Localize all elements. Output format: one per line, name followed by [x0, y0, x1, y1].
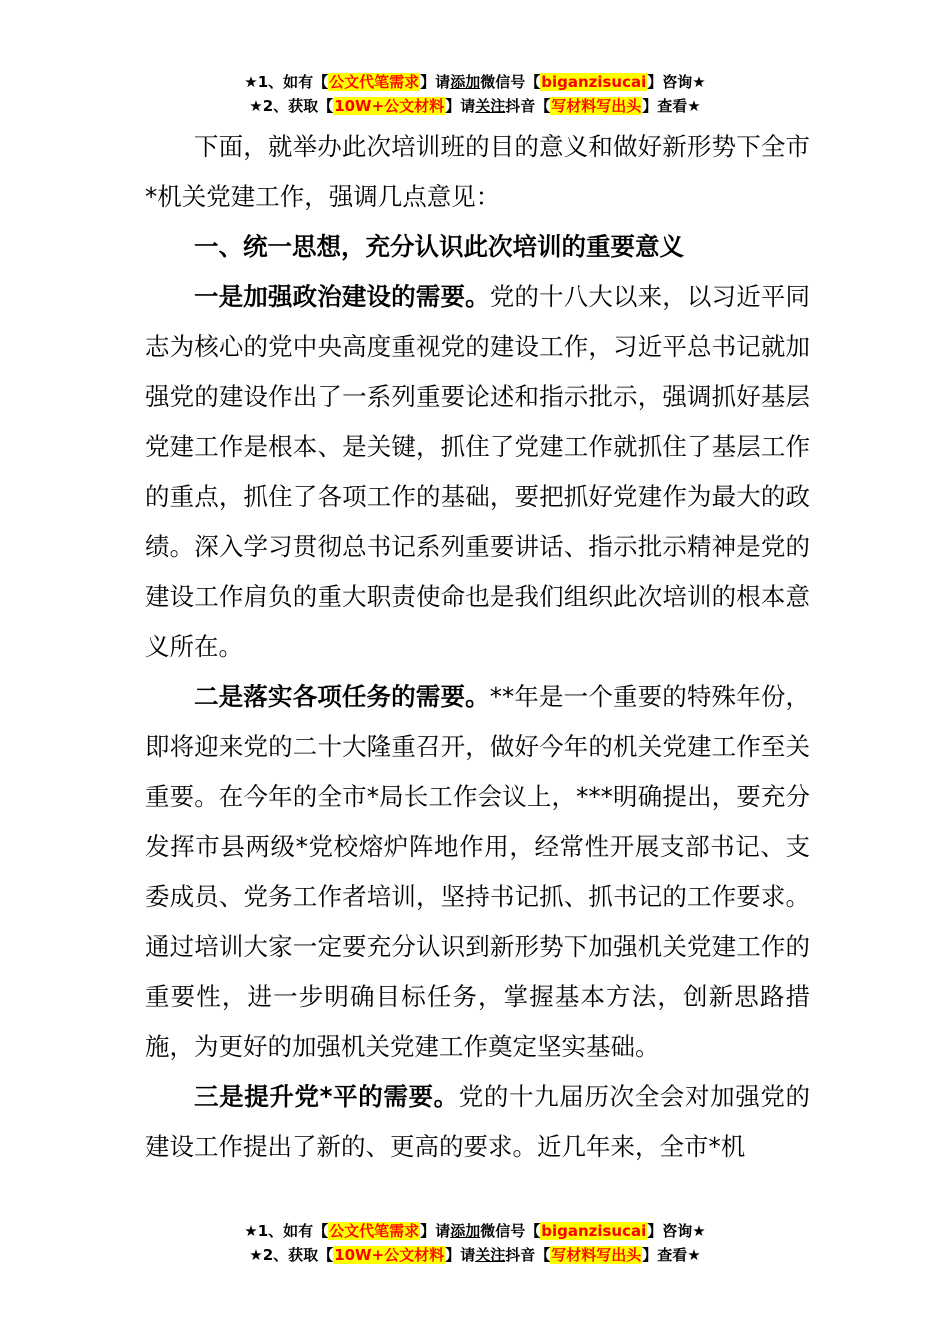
paragraph-improve-level [145, 1072, 810, 1172]
promo-text: 】请 [420, 73, 451, 91]
promo-highlight: 公文代笔需求 [329, 73, 420, 91]
paragraph-implement-tasks [145, 672, 810, 1072]
document-body [145, 122, 810, 1172]
promo-text: 微信号【 [480, 1222, 541, 1240]
paragraph-lead: 三是提升党*平的需要。 [194, 1082, 459, 1111]
promo-text: 抖音【 [505, 97, 551, 115]
promo-text: ★1、如有【 [244, 1222, 329, 1240]
promo-text: ★2、获取【 [249, 1246, 334, 1264]
promo-text: ★2、获取【 [249, 97, 334, 115]
promo-underlined: 添加 [450, 1222, 481, 1240]
intro-paragraph: 下面，就举办此次培训班的目的意义和做好新形势下全市*机关党建工作，强调几点意见： [145, 132, 810, 211]
promo-text: ★1、如有【 [244, 73, 329, 91]
promo-highlight: 10W+公文材料 [334, 1246, 445, 1264]
promo-highlight: 公文代笔需求 [329, 1222, 420, 1240]
promo-text: 微信号【 [480, 73, 541, 91]
promo-line-1 [0, 1219, 950, 1243]
promo-underlined: 关注 [475, 1246, 506, 1264]
promo-line-2 [0, 94, 950, 118]
promo-highlight: 10W+公文材料 [334, 97, 445, 115]
paragraph-lead: 二是落实各项任务的需要。 [194, 682, 490, 711]
paragraph-lead: 一是加强政治建设的需要。 [194, 282, 490, 311]
promo-douyin-id: 写材料写出头 [551, 1246, 642, 1264]
promo-line-1 [0, 70, 950, 94]
promo-text: 】查看★ [642, 97, 701, 115]
promo-wechat-id: biganzisucai [541, 73, 647, 91]
paragraph-body: 党的十九届历次全会对加强党的建设工作提出了新的、更高的要求。近几年来，全市*机 [145, 1082, 811, 1161]
promo-underlined: 添加 [450, 73, 481, 91]
section-heading: 一、统一思想，充分认识此次培训的重要意义 [194, 232, 684, 261]
promo-banner-top [0, 70, 950, 118]
promo-text: 】请 [445, 1246, 476, 1264]
promo-text: 】请 [420, 1222, 451, 1240]
promo-underlined: 关注 [475, 97, 506, 115]
promo-text: 】咨询★ [647, 73, 706, 91]
promo-line-2 [0, 1243, 950, 1267]
paragraph-body: 党的十八大以来，以习近平同志为核心的党中央高度重视党的建设工作，习近平总书记就加强党的建设作出了一系列重要论述和指示批示，强调抓好基层党建工作是根本、是关键，抓住了党建工作就抓住了基层工作的重点，抓住了各项工作的基础，要把抓好党建作为最大的政绩。深入学习贯彻总书记系列重要讲话、指示批示精神是党的建设工作肩负的重大职责使命也是我们组织此次培训的根本意义所在。 [145, 282, 810, 661]
promo-wechat-id: biganzisucai [541, 1222, 647, 1240]
promo-text: 】咨询★ [647, 1222, 706, 1240]
paragraph-body: **年是一个重要的特殊年份，即将迎来党的二十大隆重召开，做好今年的机关党建工作至关重要。在今年的全市*局长工作会议上，***明确提出，要充分发挥市县两级*党校熔炉阵地作用，经常性开展支部书记、支委成员、党务工作者培训，坚持书记抓、抓书记的工作要求。通过培训大家一定要充分认识到新形势下加强机关党建工作的重要性，进一步明确目标任务，掌握基本方法，创新思路措施，为更好的加强机关党建工作奠定坚实基础。 [145, 682, 810, 1061]
paragraph-political-construction [145, 272, 810, 672]
promo-douyin-id: 写材料写出头 [551, 97, 642, 115]
promo-banner-bottom [0, 1219, 950, 1267]
promo-text: 】请 [445, 97, 476, 115]
promo-text: 】查看★ [642, 1246, 701, 1264]
promo-text: 抖音【 [505, 1246, 551, 1264]
